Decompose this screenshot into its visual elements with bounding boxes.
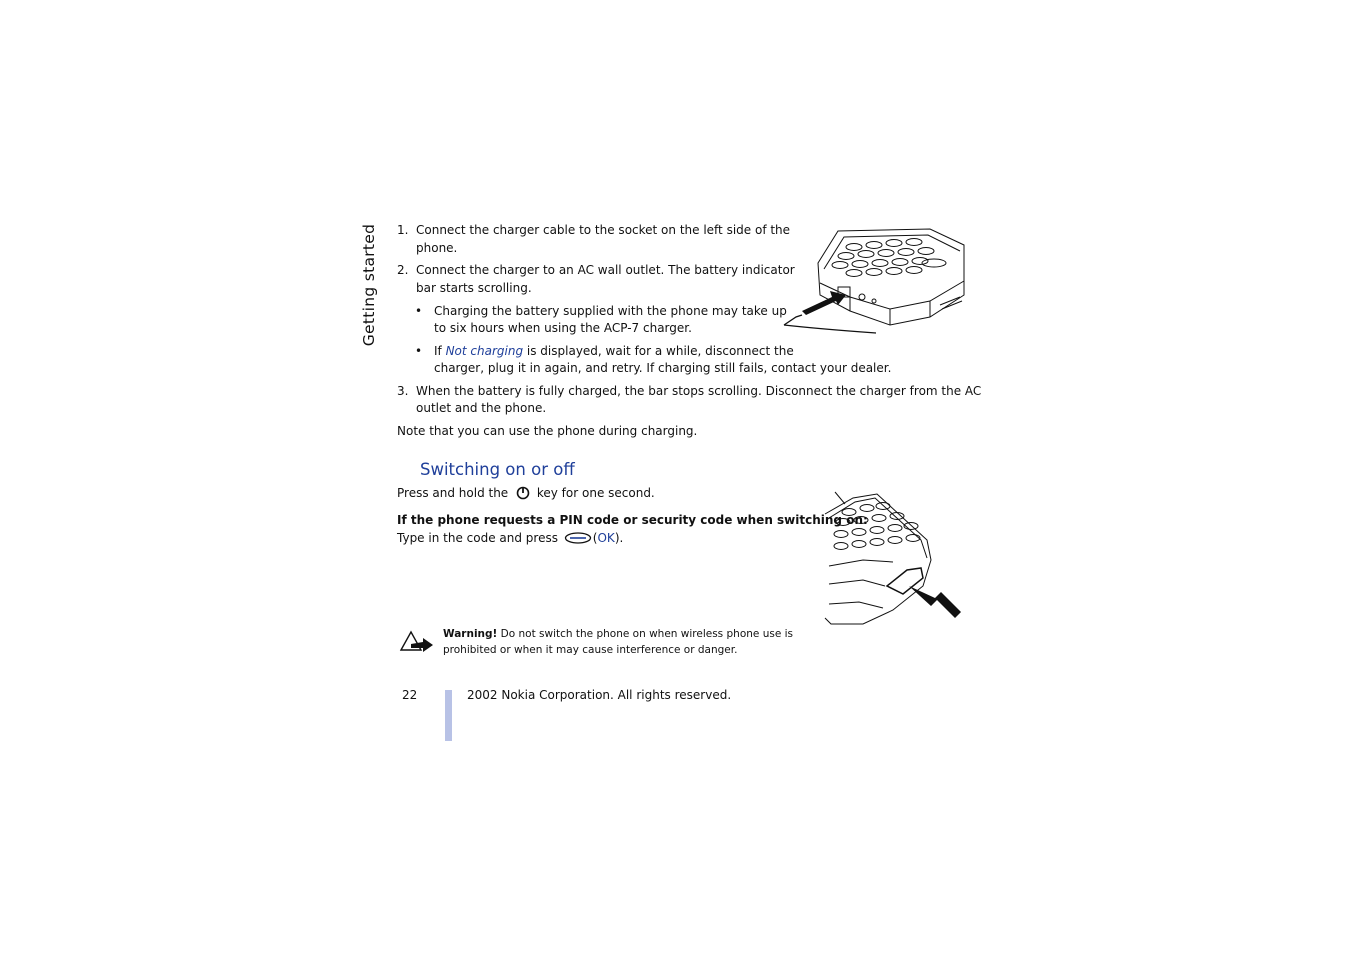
step-number: 3. [397,384,409,398]
pin-request-heading: If the phone requests a PIN code or security code when switching on: [397,513,868,527]
warning-line-1-text: Do not switch the phone on when wireless phone use is [500,628,794,640]
bullet-marker: • [415,344,423,358]
copyright-text [467,687,731,704]
bullet-2-line-1 [434,343,891,360]
step-2-line-1: Connect the charger to an AC wall outlet. The battery indicator [416,263,795,277]
power-key-illustration [823,490,965,630]
step-1-line-2: phone. [416,241,458,255]
selection-key-icon [564,531,592,545]
step-3-line-2: outlet and the phone. [416,401,547,415]
charging-note: Note that you can use the phone during charging. [397,424,698,438]
not-charging-display-text: Not charging [445,344,524,358]
warning-text [443,626,793,658]
power-key-icon [515,486,531,500]
step-number: 1. [397,223,409,237]
bullet-marker: • [415,304,423,318]
step-number: 2. [397,263,409,277]
side-tab-label: Getting started [360,223,378,347]
bullet-2-post: is displayed, wait for a while, disconnect the [523,344,794,358]
step-3-text [416,383,981,417]
type-pre: Type in the code and press [397,531,558,545]
charger-connection-illustration [780,225,966,337]
section-heading: Switching on or off [420,460,575,479]
bullet-2-line-2: charger, plug it in again, and retry. If charging still fails, contact your dealer. [434,361,892,375]
bullet-1-line-2: to six hours when using the ACP-7 charger. [434,321,692,335]
bullet-1-line-1: Charging the battery supplied with the phone may take up [434,304,787,318]
step-2-text [416,262,795,297]
bullet-1-text [434,303,787,337]
ok-open-paren: ( [592,531,598,545]
step-2-line-2: bar starts scrolling. [416,281,532,295]
step-3-line-1: When the battery is fully charged, the bar stops scrolling. Disconnect the charger from the AC [416,384,982,398]
type-code-text [397,530,623,547]
warning-label: Warning! [443,628,498,640]
bullet-2-pre: If [434,344,446,358]
step-1-line-1: Connect the charger cable to the socket on the left side of the [416,223,791,237]
section-side-tab [358,225,380,345]
warning-line-1 [443,626,793,642]
bullet-2-text [434,343,891,377]
page-number: 22 [402,688,418,702]
press-post: key for one second. [536,486,655,500]
ok-close-paren: ). [614,531,624,545]
warning-triangle-icon [399,628,435,654]
press-pre: Press and hold the [397,486,509,500]
press-and-hold-text [397,485,655,502]
footer-accent-bar [445,690,452,741]
ok-softkey-label: OK [597,531,615,545]
warning-line-2: prohibited or when it may cause interference or danger. [443,644,738,656]
copyright-label: 2002 Nokia Corporation. All rights reserved. [467,688,732,702]
step-1-text [416,222,790,257]
